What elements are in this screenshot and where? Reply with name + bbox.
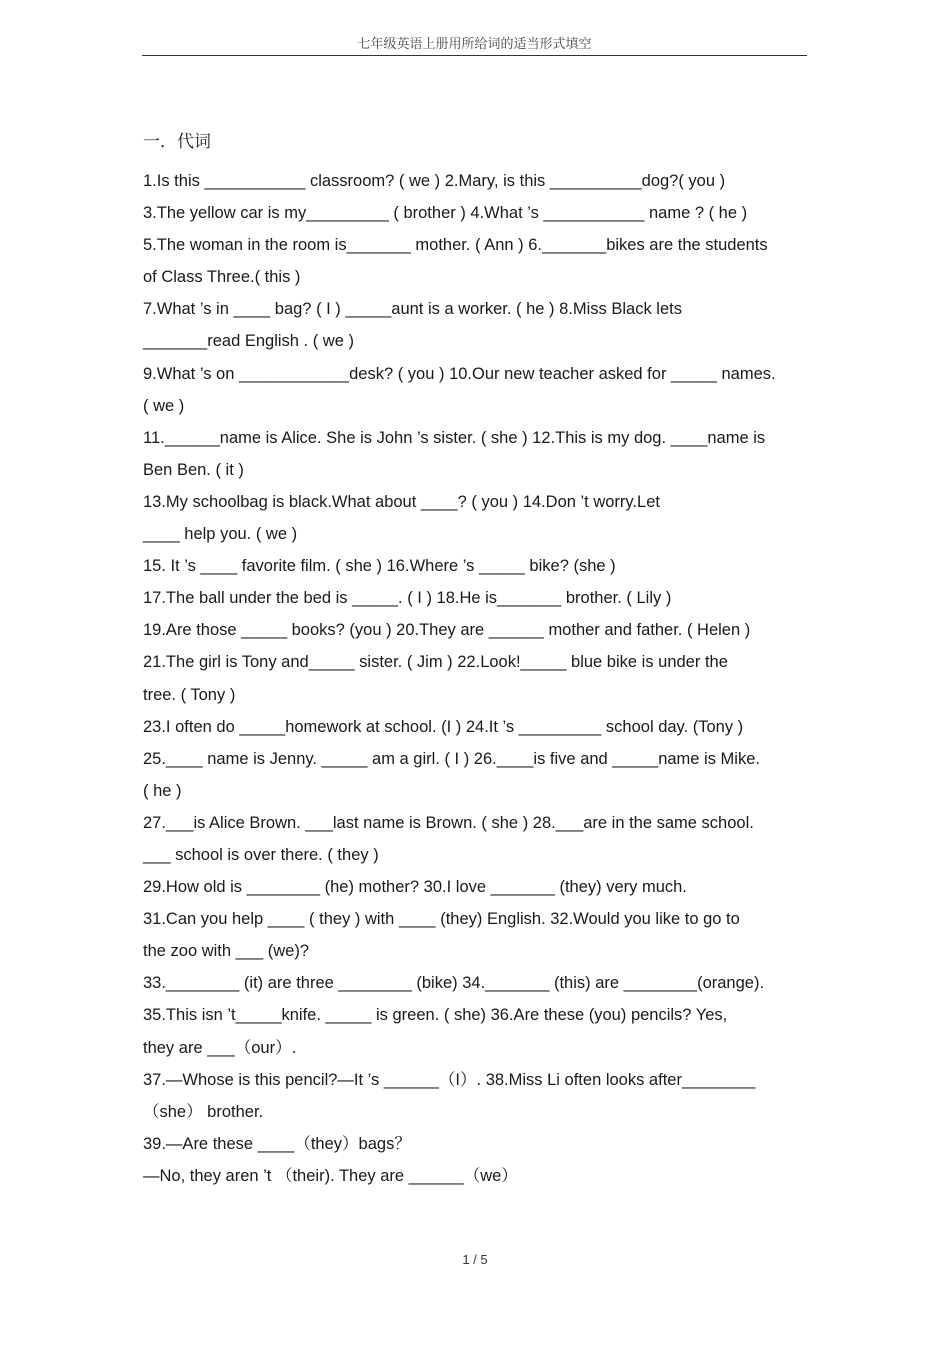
exercise-line: ( we ) [143, 396, 185, 415]
exercise-line: 23.I often do _____homework at school. (I ) 24.It ’s _________ school day. (Tony ) [143, 717, 744, 736]
exercise-line: they are ___（our）. [143, 1038, 297, 1057]
exercise-line: 21.The girl is Tony and_____ sister. ( Jim ) 22.Look!_____ blue bike is under the [143, 653, 728, 672]
exercise-line: Ben Ben. ( it ) [143, 460, 244, 479]
exercise-line: 37.—Whose is this pencil?—It ’s ______（I）. 38.Miss Li often looks after________ [143, 1070, 756, 1089]
exercise-line: 7.What ’s in ____ bag? ( I ) _____aunt is a worker. ( he ) 8.Miss Black lets [143, 300, 682, 319]
exercise-line: 17.The ball under the bed is _____. ( I ) 18.He is_______ brother. ( Lily ) [143, 589, 672, 608]
exercise-line: 35.This isn ’t_____knife. _____ is green. ( she) 36.Are these (you) pencils? Yes, [143, 1006, 728, 1025]
exercise-body [143, 168, 923, 1195]
page-header: 七年级英语上册用所给词的适当形式填空 [357, 37, 592, 52]
exercise-line: 29.How old is ________ (he) mother? 30.I love _______ (they) very much. [143, 878, 687, 897]
exercise-line: 39.—Are these ____（they）bags？ [143, 1134, 411, 1153]
exercise-line: ___ school is over there. ( they ) [143, 845, 379, 864]
exercise-line: ( he ) [143, 781, 182, 800]
page-number: 1 / 5 [462, 1252, 488, 1267]
exercise-line: 31.Can you help ____ ( they ) with ____ (they) English. 32.Would you like to go to [143, 910, 740, 929]
exercise-line: 25.____ name is Jenny. _____ am a girl. ( I ) 26.____is five and _____name is Mike. [143, 749, 760, 768]
exercise-line: 5.The woman in the room is_______ mother. ( Ann ) 6._______bikes are the students [143, 236, 768, 255]
exercise-line: 3.The yellow car is my_________ ( brother ) 4.What ’s ___________ name ? ( he ) [143, 204, 748, 223]
exercise-line: 15. It ’s ____ favorite film. ( she ) 16.Where ’s _____ bike? (she ) [143, 557, 616, 576]
exercise-line: _______read English . ( we ) [143, 332, 354, 351]
exercise-line: tree. ( Tony ) [143, 685, 236, 704]
exercise-line: the zoo with ___ (we)? [143, 942, 310, 961]
exercise-line: 27.___is Alice Brown. ___last name is Brown. ( she ) 28.___are in the same school. [143, 813, 754, 832]
exercise-line: 1.Is this ___________ classroom? ( we ) 2.Mary, is this __________dog?( you ) [143, 172, 726, 190]
exercise-line: 33.________ (it) are three ________ (bike) 34._______ (this) are ________(orange). [143, 974, 765, 993]
exercise-line: 19.Are those _____ books? (you ) 20.They are ______ mother and father. ( Helen ) [143, 621, 751, 640]
exercise-line: 11.______name is Alice. She is John ’s sister. ( she ) 12.This is my dog. ____name is [143, 428, 766, 447]
exercise-line: of Class Three.( this ) [143, 268, 301, 287]
exercise-line: —No, they aren ’t （their). They are ______（we） [143, 1166, 518, 1185]
exercise-line: 13.My schoolbag is black.What about ____? ( you ) 14.Don ’t worry.Let [143, 492, 660, 511]
exercise-line: 9.What ’s on ____________desk? ( you ) 10.Our new teacher asked for _____ names. [143, 364, 776, 383]
section-title: 一．代词 [143, 132, 211, 152]
header-divider [142, 55, 807, 56]
exercise-line: ____ help you. ( we ) [143, 525, 298, 544]
exercise-line: （she） brother. [143, 1102, 264, 1121]
